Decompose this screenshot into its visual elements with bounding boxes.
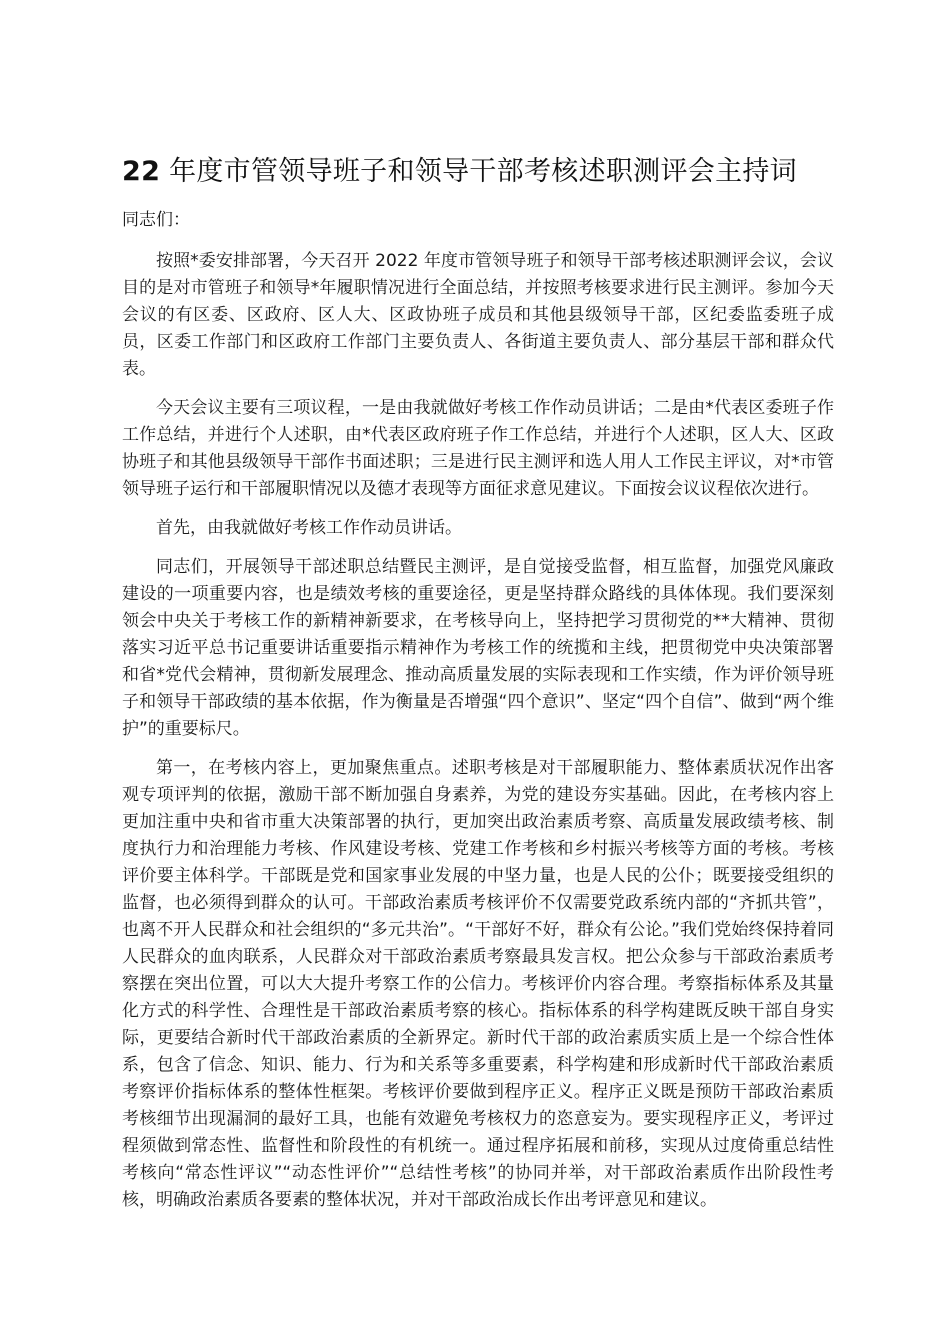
- paragraph-first-item: 首先，由我就做好考核工作作动员讲话。: [156, 518, 462, 538]
- document-title: [122, 150, 842, 194]
- salutation: 同志们：: [122, 210, 190, 230]
- paragraph-agenda: 今天会议主要有三项议程，一是由我就做好考核工作作动员讲话；二是由*代表区委班子作工作总结，并进行个人述职，由*代表区政府班子作工作总结，并进行个人述职，区人大、区政协班子和其他县级领导干部作书面述职；三是进行民主测评和选人用人工作民主评议，对*市管领导班子运行和干部履职情况以及德才表现等方面征求意见建议。下面按会议议程依次进行。: [122, 398, 834, 499]
- paragraph-point-one: 第一，在考核内容上，更加聚焦重点。述职考核是对干部履职能力、整体素质状况作出客观专项评判的依据，激励干部不断加强自身素养，为党的建设夯实基础。因此，在考核内容上更加注重中央和省市重大决策部署的执行，更加突出政治素质考察、高质量发展政绩考核、制度执行力和治理能力考核、作风建设考核、党建工作考核和乡村振兴考核等方面的考核。考核评价要主体科学。干部既是党和国家事业发展的中坚力量，也是人民的公仆；既要接受组织的监督，也必须得到群众的认可。干部政治素质考核评价不仅需要党政系统内部的“齐抓共管”，也离不开人民群众和社会组织的“多元共治”。“干部好不好，群众有公论。”我们党始终保持着同人民群众的血肉联系，人民群众对干部政治素质考察最具发言权。把公众参与干部政治素质考察摆在突出位置，可以大大提升考察工作的公信力。考核评价内容合理。考察指标体系及其量化方式的科学性、合理性是干部政治素质考察的核心。指标体系的科学构建既反映干部自身实际，更要结合新时代干部政治素质的全新界定。新时代干部的政治素质实质上是一个综合性体系，包含了信念、知识、能力、行为和关系等多重要素，科学构建和形成新时代干部政治素质考察评价指标体系的整体性框架。考核评价要做到程序正义。程序正义既是预防干部政治素质考核细节出现漏洞的最好工具，也能有效避免考核权力的恣意妄为。要实现程序正义，考评过程须做到常态性、监督性和阶段性的有机统一。通过程序拓展和前移，实现从过度倚重总结性考核向“常态性评议”“动态性评价”“总结性考核”的协同并举，对干部政治素质作出阶段性考核，明确政治素质各要素的整体状况，并对干部政治成长作出考评意见和建议。: [122, 758, 834, 1210]
- paragraph-mobilization: 同志们，开展领导干部述职总结暨民主测评，是自觉接受监督，相互监督，加强党风廉政建设的一项重要内容，也是绩效考核的重要途径，更是坚持群众路线的具体体现。我们要深刻领会中央关于考核工作的新精神新要求，在考核导向上，坚持把学习贯彻党的**大精神、贯彻落实习近平总书记重要讲话重要指示精神作为考核工作的统揽和主线，把贯彻党中央决策部署和省*党代会精神，贯彻新发展理念、推动高质量发展的实际表现和工作实绩，作为评价领导班子和领导干部政绩的基本依据，作为衡量是否增强“四个意识”、坚定“四个自信”、做到“两个维护”的重要标尺。: [122, 557, 834, 739]
- paragraph-meeting-intro: 按照*委安排部署，今天召开 2022 年度市管领导班子和领导干部考核述职测评会议，会议目的是对市管班子和领导*年履职情况进行全面总结，并按照考核要求进行民主测评。参加今天会议的有区委、区政府、区人大、区政协班子成员和其他县级领导干部，区纪委监委班子成员，区委工作部门和区政府工作部门主要负责人、各街道主要负责人、部分基层干部和群众代表。: [122, 251, 834, 379]
- title-year-number: 22: [122, 156, 161, 187]
- document-body: [122, 207, 834, 1226]
- title-text: 年度市管领导班子和领导干部考核述职测评会主持词: [160, 156, 797, 187]
